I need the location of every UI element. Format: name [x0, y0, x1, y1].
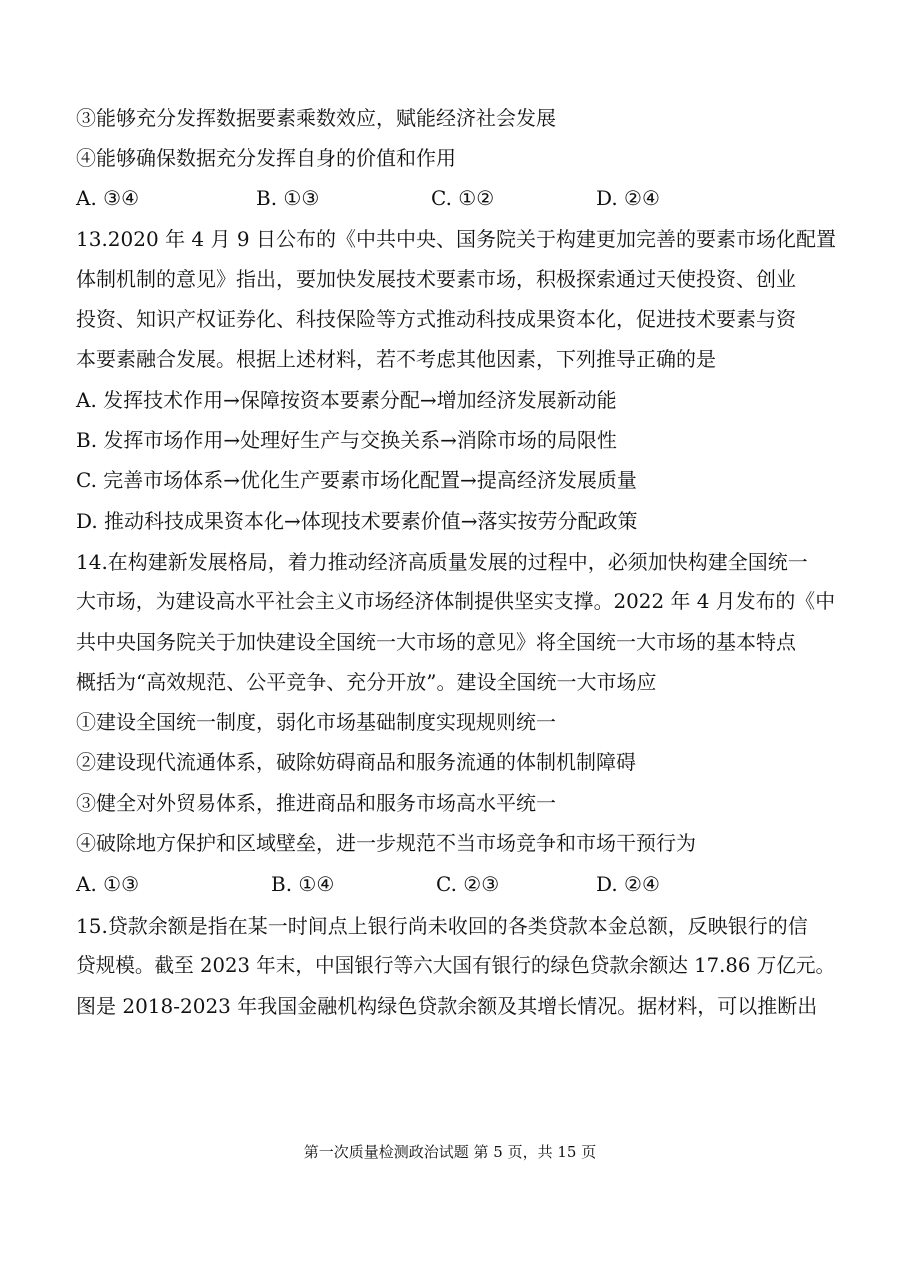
q12-choice-c: C. ①②	[431, 186, 495, 210]
q13-option-d: D. 推动科技成果资本化→体现技术要素价值→落实按劳分配政策	[76, 509, 638, 533]
q13-option-c: C. 完善市场体系→优化生产要素市场化配置→提高经济发展质量	[76, 468, 637, 492]
q12-choice-a: A. ③④	[76, 186, 140, 210]
q14-choice-d: D. ②④	[596, 872, 660, 896]
q15-stem-line-1: 15.贷款余额是指在某一时间点上银行尚未收回的各类贷款本金总额，反映银行的信	[76, 914, 808, 938]
q14-choice-b: B. ①④	[271, 872, 335, 896]
q14-choice-a: A. ①③	[76, 872, 140, 896]
q14-stem-line-2: 大市场，为建设高水平社会主义市场经济体制提供坚实支撑。2022 年 4 月发布的《中	[76, 590, 836, 613]
q13-option-b: B. 发挥市场作用→处理好生产与交换关系→消除市场的局限性	[76, 428, 617, 452]
q12-choices	[76, 184, 836, 212]
q13-stem-line-3: 投资、知识产权证券化、科技保险等方式推动科技成果资本化，促进技术要素与资	[76, 307, 796, 331]
q12-choice-d: D. ②④	[596, 186, 660, 210]
q14-choice-c: C. ②③	[436, 872, 500, 896]
q15-stem-line-3: 图是 2018-2023 年我国金融机构绿色贷款余额及其增长情况。据材料，可以推断出	[76, 994, 818, 1018]
q14-item-3: ③健全对外贸易体系，推进商品和服务市场高水平统一	[76, 791, 556, 815]
q15-stem-line-2: 贷规模。截至 2023 年末，中国银行等六大国有银行的绿色贷款余额达 17.86 万亿元。	[76, 954, 836, 977]
q12-option-4: ④能够确保数据充分发挥自身的价值和作用	[76, 146, 456, 170]
q14-stem-line-1: 14.在构建新发展格局，着力推动经济高质量发展的过程中，必须加快构建全国统一	[76, 550, 808, 574]
q14-item-1: ①建设全国统一制度，弱化市场基础制度实现规则统一	[76, 710, 556, 734]
q14-choices	[76, 870, 836, 898]
q12-choice-b: B. ①③	[256, 186, 320, 210]
q13-stem-line-1: 13.2020 年 4 月 9 日公布的《中共中央、国务院关于构建更加完善的要素市场化配置	[76, 227, 836, 251]
q14-stem-line-3: 共中央国务院关于加快建设全国统一大市场的意见》将全国统一大市场的基本特点	[76, 630, 796, 654]
q14-stem-line-4: 概括为“高效规范、公平竞争、充分开放”。建设全国统一大市场应	[76, 670, 657, 694]
q12-option-3: ③能够充分发挥数据要素乘数效应，赋能经济社会发展	[76, 106, 556, 130]
q14-item-4: ④破除地方保护和区域壁垒，进一步规范不当市场竞争和市场干预行为	[76, 831, 696, 855]
q13-stem-line-2: 体制机制的意见》指出，要加快发展技术要素市场，积极探索通过天使投资、创业	[76, 267, 796, 291]
q13-stem-line-4: 本要素融合发展。根据上述材料，若不考虑其他因素，下列推导正确的是	[76, 347, 716, 371]
page-footer: 第一次质量检测政治试题 第 5 页，共 15 页	[303, 1143, 597, 1161]
q14-item-2: ②建设现代流通体系，破除妨碍商品和服务流通的体制机制障碍	[76, 750, 636, 774]
q13-option-a: A. 发挥技术作用→保障按资本要素分配→增加经济发展新动能	[76, 388, 617, 412]
